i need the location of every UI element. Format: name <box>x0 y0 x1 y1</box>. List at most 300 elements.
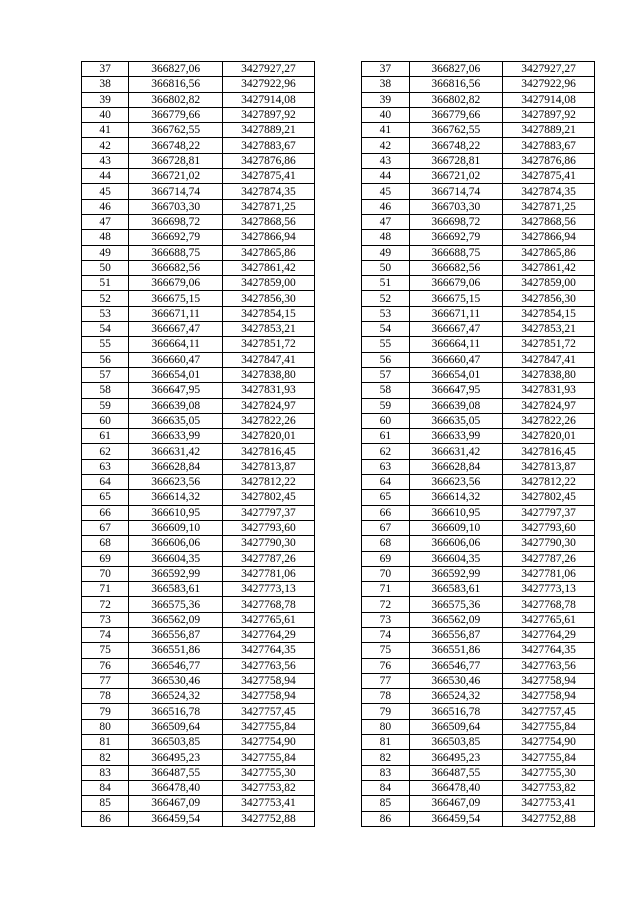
right-point-number-cell: 50 <box>362 260 409 275</box>
left-y-coordinate-cell: 3427865,86 <box>223 245 315 260</box>
right-point-number-cell: 44 <box>362 169 409 184</box>
table-row <box>82 520 595 535</box>
right-point-number-cell: 66 <box>362 505 409 520</box>
table-row <box>82 566 595 581</box>
right-y-coordinate-cell: 3427874,35 <box>503 184 595 199</box>
left-point-number-cell: 65 <box>82 490 129 505</box>
right-point-number-cell: 62 <box>362 444 409 459</box>
table-row <box>82 383 595 398</box>
left-x-coordinate-cell: 366664,11 <box>129 337 223 352</box>
right-x-coordinate-cell: 366664,11 <box>409 337 503 352</box>
table-row <box>82 627 595 642</box>
left-y-coordinate-cell: 3427812,22 <box>223 475 315 490</box>
column-gap <box>314 123 361 138</box>
left-x-coordinate-cell: 366628,84 <box>129 459 223 474</box>
column-gap <box>314 169 361 184</box>
column-gap <box>314 337 361 352</box>
table-row <box>82 169 595 184</box>
right-y-coordinate-cell: 3427831,93 <box>503 383 595 398</box>
right-point-number-cell: 39 <box>362 92 409 107</box>
left-x-coordinate-cell: 366614,32 <box>129 490 223 505</box>
right-point-number-cell: 53 <box>362 306 409 321</box>
column-gap <box>314 383 361 398</box>
left-x-coordinate-cell: 366688,75 <box>129 245 223 260</box>
left-x-coordinate-cell: 366667,47 <box>129 322 223 337</box>
column-gap <box>314 735 361 750</box>
right-x-coordinate-cell: 366714,74 <box>409 184 503 199</box>
left-y-coordinate-cell: 3427838,80 <box>223 367 315 382</box>
column-gap <box>314 505 361 520</box>
table-row <box>82 505 595 520</box>
right-x-coordinate-cell: 366623,56 <box>409 475 503 490</box>
left-y-coordinate-cell: 3427755,30 <box>223 765 315 780</box>
column-gap <box>314 643 361 658</box>
left-y-coordinate-cell: 3427876,86 <box>223 153 315 168</box>
left-y-coordinate-cell: 3427755,84 <box>223 750 315 765</box>
column-gap <box>314 459 361 474</box>
column-gap <box>314 138 361 153</box>
table-row <box>82 796 595 811</box>
table-row <box>82 184 595 199</box>
left-point-number-cell: 56 <box>82 352 129 367</box>
right-y-coordinate-cell: 3427763,56 <box>503 658 595 673</box>
right-point-number-cell: 76 <box>362 658 409 673</box>
right-y-coordinate-cell: 3427768,78 <box>503 597 595 612</box>
table-row <box>82 398 595 413</box>
right-y-coordinate-cell: 3427927,27 <box>503 62 595 77</box>
table-row <box>82 444 595 459</box>
table-row <box>82 750 595 765</box>
right-y-coordinate-cell: 3427753,82 <box>503 780 595 795</box>
left-y-coordinate-cell: 3427820,01 <box>223 429 315 444</box>
right-point-number-cell: 80 <box>362 719 409 734</box>
left-point-number-cell: 37 <box>82 62 129 77</box>
column-gap <box>314 811 361 826</box>
right-x-coordinate-cell: 366628,84 <box>409 459 503 474</box>
right-point-number-cell: 74 <box>362 627 409 642</box>
left-point-number-cell: 42 <box>82 138 129 153</box>
right-point-number-cell: 57 <box>362 367 409 382</box>
right-x-coordinate-cell: 366779,66 <box>409 107 503 122</box>
right-x-coordinate-cell: 366609,10 <box>409 520 503 535</box>
column-gap <box>314 276 361 291</box>
right-point-number-cell: 67 <box>362 520 409 535</box>
left-x-coordinate-cell: 366779,66 <box>129 107 223 122</box>
right-x-coordinate-cell: 366675,15 <box>409 291 503 306</box>
right-point-number-cell: 48 <box>362 230 409 245</box>
left-point-number-cell: 41 <box>82 123 129 138</box>
right-x-coordinate-cell: 366459,54 <box>409 811 503 826</box>
left-x-coordinate-cell: 366509,64 <box>129 719 223 734</box>
left-y-coordinate-cell: 3427871,25 <box>223 199 315 214</box>
column-gap <box>314 291 361 306</box>
right-y-coordinate-cell: 3427820,01 <box>503 429 595 444</box>
left-x-coordinate-cell: 366556,87 <box>129 627 223 642</box>
column-gap <box>314 245 361 260</box>
table-row <box>82 597 595 612</box>
left-y-coordinate-cell: 3427752,88 <box>223 811 315 826</box>
right-x-coordinate-cell: 366679,06 <box>409 276 503 291</box>
right-x-coordinate-cell: 366827,06 <box>409 62 503 77</box>
table-row <box>82 490 595 505</box>
left-point-number-cell: 48 <box>82 230 129 245</box>
right-y-coordinate-cell: 3427847,41 <box>503 352 595 367</box>
left-point-number-cell: 45 <box>82 184 129 199</box>
left-y-coordinate-cell: 3427787,26 <box>223 551 315 566</box>
table-row <box>82 245 595 260</box>
column-gap <box>314 398 361 413</box>
right-y-coordinate-cell: 3427787,26 <box>503 551 595 566</box>
right-x-coordinate-cell: 366495,23 <box>409 750 503 765</box>
left-point-number-cell: 51 <box>82 276 129 291</box>
left-x-coordinate-cell: 366562,09 <box>129 612 223 627</box>
left-y-coordinate-cell: 3427813,87 <box>223 459 315 474</box>
right-point-number-cell: 65 <box>362 490 409 505</box>
left-x-coordinate-cell: 366487,55 <box>129 765 223 780</box>
left-point-number-cell: 73 <box>82 612 129 627</box>
right-y-coordinate-cell: 3427797,37 <box>503 505 595 520</box>
right-x-coordinate-cell: 366728,81 <box>409 153 503 168</box>
right-point-number-cell: 43 <box>362 153 409 168</box>
right-y-coordinate-cell: 3427757,45 <box>503 704 595 719</box>
left-y-coordinate-cell: 3427851,72 <box>223 337 315 352</box>
right-point-number-cell: 46 <box>362 199 409 214</box>
right-x-coordinate-cell: 366503,85 <box>409 735 503 750</box>
left-point-number-cell: 54 <box>82 322 129 337</box>
left-x-coordinate-cell: 366609,10 <box>129 520 223 535</box>
left-x-coordinate-cell: 366467,09 <box>129 796 223 811</box>
left-point-number-cell: 85 <box>82 796 129 811</box>
right-y-coordinate-cell: 3427865,86 <box>503 245 595 260</box>
right-y-coordinate-cell: 3427790,30 <box>503 536 595 551</box>
right-x-coordinate-cell: 366631,42 <box>409 444 503 459</box>
right-x-coordinate-cell: 366639,08 <box>409 398 503 413</box>
left-point-number-cell: 63 <box>82 459 129 474</box>
left-point-number-cell: 39 <box>82 92 129 107</box>
left-x-coordinate-cell: 366660,47 <box>129 352 223 367</box>
left-x-coordinate-cell: 366714,74 <box>129 184 223 199</box>
right-x-coordinate-cell: 366606,06 <box>409 536 503 551</box>
left-point-number-cell: 52 <box>82 291 129 306</box>
column-gap <box>314 153 361 168</box>
right-x-coordinate-cell: 366478,40 <box>409 780 503 795</box>
left-x-coordinate-cell: 366762,55 <box>129 123 223 138</box>
right-y-coordinate-cell: 3427793,60 <box>503 520 595 535</box>
left-y-coordinate-cell: 3427883,67 <box>223 138 315 153</box>
right-y-coordinate-cell: 3427866,94 <box>503 230 595 245</box>
right-x-coordinate-cell: 366551,86 <box>409 643 503 658</box>
right-y-coordinate-cell: 3427754,90 <box>503 735 595 750</box>
table-row <box>82 230 595 245</box>
right-y-coordinate-cell: 3427813,87 <box>503 459 595 474</box>
table-row <box>82 765 595 780</box>
right-y-coordinate-cell: 3427876,86 <box>503 153 595 168</box>
left-y-coordinate-cell: 3427757,45 <box>223 704 315 719</box>
left-y-coordinate-cell: 3427889,21 <box>223 123 315 138</box>
left-point-number-cell: 72 <box>82 597 129 612</box>
right-point-number-cell: 42 <box>362 138 409 153</box>
left-y-coordinate-cell: 3427897,92 <box>223 107 315 122</box>
left-point-number-cell: 61 <box>82 429 129 444</box>
right-point-number-cell: 79 <box>362 704 409 719</box>
right-point-number-cell: 69 <box>362 551 409 566</box>
right-y-coordinate-cell: 3427824,97 <box>503 398 595 413</box>
left-y-coordinate-cell: 3427802,45 <box>223 490 315 505</box>
column-gap <box>314 214 361 229</box>
right-y-coordinate-cell: 3427914,08 <box>503 92 595 107</box>
left-y-coordinate-cell: 3427831,93 <box>223 383 315 398</box>
left-point-number-cell: 66 <box>82 505 129 520</box>
right-x-coordinate-cell: 366467,09 <box>409 796 503 811</box>
right-point-number-cell: 47 <box>362 214 409 229</box>
table-row <box>82 689 595 704</box>
right-y-coordinate-cell: 3427758,94 <box>503 673 595 688</box>
column-gap <box>314 475 361 490</box>
left-x-coordinate-cell: 366703,30 <box>129 199 223 214</box>
left-y-coordinate-cell: 3427755,84 <box>223 719 315 734</box>
left-x-coordinate-cell: 366583,61 <box>129 582 223 597</box>
table-row <box>82 306 595 321</box>
left-point-number-cell: 81 <box>82 735 129 750</box>
table-row <box>82 62 595 77</box>
left-y-coordinate-cell: 3427753,82 <box>223 780 315 795</box>
right-x-coordinate-cell: 366660,47 <box>409 352 503 367</box>
left-y-coordinate-cell: 3427866,94 <box>223 230 315 245</box>
left-point-number-cell: 82 <box>82 750 129 765</box>
right-y-coordinate-cell: 3427851,72 <box>503 337 595 352</box>
right-y-coordinate-cell: 3427755,30 <box>503 765 595 780</box>
left-point-number-cell: 59 <box>82 398 129 413</box>
column-gap <box>314 536 361 551</box>
right-point-number-cell: 71 <box>362 582 409 597</box>
right-y-coordinate-cell: 3427861,42 <box>503 260 595 275</box>
left-x-coordinate-cell: 366503,85 <box>129 735 223 750</box>
right-point-number-cell: 77 <box>362 673 409 688</box>
table-row <box>82 92 595 107</box>
left-y-coordinate-cell: 3427847,41 <box>223 352 315 367</box>
table-row <box>82 322 595 337</box>
right-point-number-cell: 82 <box>362 750 409 765</box>
left-y-coordinate-cell: 3427781,06 <box>223 566 315 581</box>
left-y-coordinate-cell: 3427853,21 <box>223 322 315 337</box>
left-x-coordinate-cell: 366551,86 <box>129 643 223 658</box>
right-x-coordinate-cell: 366487,55 <box>409 765 503 780</box>
right-point-number-cell: 63 <box>362 459 409 474</box>
column-gap <box>314 490 361 505</box>
right-point-number-cell: 58 <box>362 383 409 398</box>
right-x-coordinate-cell: 366721,02 <box>409 169 503 184</box>
right-y-coordinate-cell: 3427859,00 <box>503 276 595 291</box>
right-point-number-cell: 55 <box>362 337 409 352</box>
left-point-number-cell: 70 <box>82 566 129 581</box>
left-x-coordinate-cell: 366671,11 <box>129 306 223 321</box>
left-point-number-cell: 60 <box>82 413 129 428</box>
left-x-coordinate-cell: 366816,56 <box>129 77 223 92</box>
column-gap <box>314 77 361 92</box>
column-gap <box>314 62 361 77</box>
left-point-number-cell: 86 <box>82 811 129 826</box>
left-x-coordinate-cell: 366631,42 <box>129 444 223 459</box>
left-y-coordinate-cell: 3427790,30 <box>223 536 315 551</box>
left-point-number-cell: 62 <box>82 444 129 459</box>
right-x-coordinate-cell: 366516,78 <box>409 704 503 719</box>
left-x-coordinate-cell: 366524,32 <box>129 689 223 704</box>
right-y-coordinate-cell: 3427773,13 <box>503 582 595 597</box>
left-y-coordinate-cell: 3427868,56 <box>223 214 315 229</box>
left-y-coordinate-cell: 3427824,97 <box>223 398 315 413</box>
right-y-coordinate-cell: 3427758,94 <box>503 689 595 704</box>
right-point-number-cell: 83 <box>362 765 409 780</box>
table-row <box>82 780 595 795</box>
left-point-number-cell: 84 <box>82 780 129 795</box>
left-x-coordinate-cell: 366604,35 <box>129 551 223 566</box>
column-gap <box>314 597 361 612</box>
right-x-coordinate-cell: 366604,35 <box>409 551 503 566</box>
right-y-coordinate-cell: 3427883,67 <box>503 138 595 153</box>
right-x-coordinate-cell: 366509,64 <box>409 719 503 734</box>
right-x-coordinate-cell: 366614,32 <box>409 490 503 505</box>
table-row <box>82 612 595 627</box>
table-row <box>82 475 595 490</box>
left-x-coordinate-cell: 366495,23 <box>129 750 223 765</box>
left-point-number-cell: 69 <box>82 551 129 566</box>
table-row <box>82 811 595 826</box>
left-y-coordinate-cell: 3427875,41 <box>223 169 315 184</box>
right-y-coordinate-cell: 3427922,96 <box>503 77 595 92</box>
column-gap <box>314 689 361 704</box>
table-row <box>82 582 595 597</box>
right-x-coordinate-cell: 366748,22 <box>409 138 503 153</box>
right-point-number-cell: 72 <box>362 597 409 612</box>
left-y-coordinate-cell: 3427753,41 <box>223 796 315 811</box>
right-point-number-cell: 85 <box>362 796 409 811</box>
left-x-coordinate-cell: 366827,06 <box>129 62 223 77</box>
column-gap <box>314 429 361 444</box>
right-point-number-cell: 86 <box>362 811 409 826</box>
right-point-number-cell: 68 <box>362 536 409 551</box>
column-gap <box>314 796 361 811</box>
right-point-number-cell: 59 <box>362 398 409 413</box>
left-y-coordinate-cell: 3427764,29 <box>223 627 315 642</box>
right-y-coordinate-cell: 3427755,84 <box>503 750 595 765</box>
left-point-number-cell: 74 <box>82 627 129 642</box>
left-point-number-cell: 55 <box>82 337 129 352</box>
left-x-coordinate-cell: 366546,77 <box>129 658 223 673</box>
right-x-coordinate-cell: 366688,75 <box>409 245 503 260</box>
right-point-number-cell: 41 <box>362 123 409 138</box>
column-gap <box>314 306 361 321</box>
right-point-number-cell: 78 <box>362 689 409 704</box>
right-y-coordinate-cell: 3427752,88 <box>503 811 595 826</box>
table-row <box>82 551 595 566</box>
left-x-coordinate-cell: 366679,06 <box>129 276 223 291</box>
column-gap <box>314 551 361 566</box>
right-point-number-cell: 73 <box>362 612 409 627</box>
left-y-coordinate-cell: 3427765,61 <box>223 612 315 627</box>
column-gap <box>314 658 361 673</box>
right-y-coordinate-cell: 3427856,30 <box>503 291 595 306</box>
left-point-number-cell: 76 <box>82 658 129 673</box>
right-x-coordinate-cell: 366546,77 <box>409 658 503 673</box>
left-y-coordinate-cell: 3427793,60 <box>223 520 315 535</box>
left-x-coordinate-cell: 366606,06 <box>129 536 223 551</box>
left-point-number-cell: 67 <box>82 520 129 535</box>
column-gap <box>314 520 361 535</box>
column-gap <box>314 322 361 337</box>
left-y-coordinate-cell: 3427874,35 <box>223 184 315 199</box>
column-gap <box>314 780 361 795</box>
right-point-number-cell: 75 <box>362 643 409 658</box>
left-x-coordinate-cell: 366575,36 <box>129 597 223 612</box>
table-row <box>82 735 595 750</box>
left-point-number-cell: 40 <box>82 107 129 122</box>
left-y-coordinate-cell: 3427773,13 <box>223 582 315 597</box>
right-point-number-cell: 61 <box>362 429 409 444</box>
left-y-coordinate-cell: 3427914,08 <box>223 92 315 107</box>
left-x-coordinate-cell: 366530,46 <box>129 673 223 688</box>
left-point-number-cell: 47 <box>82 214 129 229</box>
column-gap <box>314 367 361 382</box>
right-point-number-cell: 49 <box>362 245 409 260</box>
left-x-coordinate-cell: 366633,99 <box>129 429 223 444</box>
left-x-coordinate-cell: 366647,95 <box>129 383 223 398</box>
left-x-coordinate-cell: 366721,02 <box>129 169 223 184</box>
left-x-coordinate-cell: 366478,40 <box>129 780 223 795</box>
left-x-coordinate-cell: 366728,81 <box>129 153 223 168</box>
table-row <box>82 536 595 551</box>
left-point-number-cell: 38 <box>82 77 129 92</box>
table-row <box>82 276 595 291</box>
column-gap <box>314 199 361 214</box>
table-row <box>82 77 595 92</box>
left-y-coordinate-cell: 3427758,94 <box>223 689 315 704</box>
table-row <box>82 352 595 367</box>
column-gap <box>314 107 361 122</box>
left-point-number-cell: 71 <box>82 582 129 597</box>
right-y-coordinate-cell: 3427764,29 <box>503 627 595 642</box>
right-x-coordinate-cell: 366692,79 <box>409 230 503 245</box>
left-y-coordinate-cell: 3427758,94 <box>223 673 315 688</box>
right-y-coordinate-cell: 3427781,06 <box>503 566 595 581</box>
left-y-coordinate-cell: 3427754,90 <box>223 735 315 750</box>
left-point-number-cell: 57 <box>82 367 129 382</box>
column-gap <box>314 184 361 199</box>
right-point-number-cell: 60 <box>362 413 409 428</box>
left-y-coordinate-cell: 3427763,56 <box>223 658 315 673</box>
left-point-number-cell: 64 <box>82 475 129 490</box>
right-y-coordinate-cell: 3427875,41 <box>503 169 595 184</box>
right-y-coordinate-cell: 3427802,45 <box>503 490 595 505</box>
right-x-coordinate-cell: 366667,47 <box>409 322 503 337</box>
left-point-number-cell: 78 <box>82 689 129 704</box>
right-x-coordinate-cell: 366698,72 <box>409 214 503 229</box>
right-point-number-cell: 37 <box>362 62 409 77</box>
right-y-coordinate-cell: 3427871,25 <box>503 199 595 214</box>
left-point-number-cell: 53 <box>82 306 129 321</box>
right-point-number-cell: 40 <box>362 107 409 122</box>
column-gap <box>314 627 361 642</box>
right-x-coordinate-cell: 366583,61 <box>409 582 503 597</box>
right-y-coordinate-cell: 3427838,80 <box>503 367 595 382</box>
right-x-coordinate-cell: 366635,05 <box>409 413 503 428</box>
right-y-coordinate-cell: 3427765,61 <box>503 612 595 627</box>
left-y-coordinate-cell: 3427768,78 <box>223 597 315 612</box>
right-point-number-cell: 70 <box>362 566 409 581</box>
coordinates-table-body <box>82 62 595 827</box>
right-y-coordinate-cell: 3427816,45 <box>503 444 595 459</box>
left-point-number-cell: 79 <box>82 704 129 719</box>
left-y-coordinate-cell: 3427822,26 <box>223 413 315 428</box>
